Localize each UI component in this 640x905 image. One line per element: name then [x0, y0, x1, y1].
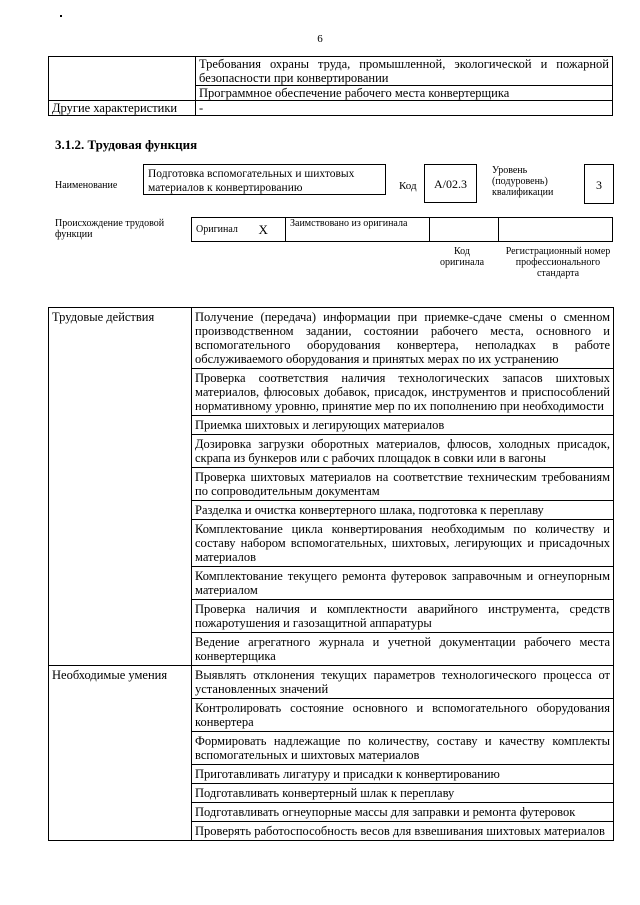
category-cell: Трудовые действия [49, 308, 192, 666]
item-cell: Формировать надлежащие по количеству, составу и качеству комплекты вспомогательных и шихтовых материалов [192, 732, 614, 765]
item-cell: Подготавливать огнеупорные массы для заправки и ремонта футеровок [192, 803, 614, 822]
table-row [49, 57, 613, 86]
function-name-value: Подготовка вспомогательных и шихтовых материалов к конвертированию [143, 164, 386, 195]
original-code-label: Код оригинала [439, 246, 485, 268]
name-label: Наименование [55, 180, 118, 191]
item-cell: Выявлять отклонения текущих параметров технологического процесса от установленных значений [192, 666, 614, 699]
table-row [49, 308, 614, 369]
origin-table [191, 217, 613, 242]
item-cell: Проверка шихтовых материалов на соответствие техническим требованиям по сопроводительным документам [192, 468, 614, 501]
item-cell: Подготавливать конвертерный шлак к переплаву [192, 784, 614, 803]
item-cell: Проверка наличия и комплектности аварийного инструмента, средств пожаротушения и газозащитной аппаратуры [192, 600, 614, 633]
item-cell: Ведение агрегатного журнала и учетной документации рабочего места конвертерщика [192, 633, 614, 666]
table-row [192, 218, 613, 242]
borrowed-label: Заимствовано из оригинала [286, 218, 430, 242]
row-value: Требования охраны труда, промышленной, экологической и пожарной безопасности при конвертировании [196, 57, 613, 86]
original-code-cell [430, 218, 499, 242]
main-table [48, 307, 614, 841]
item-cell: Приготавливать лигатуру и присадки к конвертированию [192, 765, 614, 784]
item-cell: Разделка и очистка конвертерного шлака, подготовка к переплаву [192, 501, 614, 520]
origin-label: Происхождение трудовой функции [55, 218, 165, 240]
original-mark: X [255, 218, 286, 242]
code-value: А/02.3 [424, 164, 477, 203]
section-title: 3.1.2. Трудовая функция [55, 137, 198, 152]
original-label: Оригинал [192, 218, 255, 242]
row-label: Другие характеристики [49, 101, 196, 116]
main-table-body [49, 308, 614, 841]
category-cell: Необходимые умения [49, 666, 192, 841]
table-row [49, 666, 614, 699]
item-cell: Приемка шихтовых и легирующих материалов [192, 416, 614, 435]
table-row [49, 101, 613, 116]
item-cell: Комплектование цикла конвертирования необходимым по количеству и составу набором вспомогательных, шихтовых, легирующих и присадочных материалов [192, 520, 614, 567]
item-cell: Контролировать состояние основного и вспомогательного оборудования конвертера [192, 699, 614, 732]
item-cell: Дозировка загрузки оборотных материалов, флюсов, холодных присадок, скрапа из бункеров или с рабочих площадок в совки или в вагоны [192, 435, 614, 468]
characteristics-table [48, 56, 613, 116]
reg-number-cell [499, 218, 613, 242]
row-value: Программное обеспечение рабочего места конвертерщика [196, 86, 613, 101]
row-value: - [196, 101, 613, 116]
level-value: 3 [584, 164, 614, 204]
item-cell: Комплектование текущего ремонта футеровок заправочным и огнеупорным материалом [192, 567, 614, 600]
scan-dot [60, 15, 62, 17]
item-cell: Проверка соответствия наличия технологических запасов шихтовых материалов, флюсовых добавок, присадок, инструментов и приспособлений нормативному уровню, принятие мер по их пополнению при необходимости [192, 369, 614, 416]
reg-number-label: Регистрационный номер профессионального стандарта [505, 246, 611, 279]
code-label: Код [399, 180, 417, 192]
item-cell: Получение (передача) информации при приемке-сдаче смены о сменном производственном задании, состоянии рабочего места, основного и вспомогательного оборудования конвертера, неполадках в работе обслуживаемого оборудования и принятых мерах по их устранению [192, 308, 614, 369]
page-number: 6 [317, 33, 323, 45]
item-cell: Проверять работоспособность весов для взвешивания шихтовых материалов [192, 822, 614, 841]
row-label [49, 57, 196, 101]
level-label: Уровень (подуровень) квалификации [492, 165, 554, 198]
